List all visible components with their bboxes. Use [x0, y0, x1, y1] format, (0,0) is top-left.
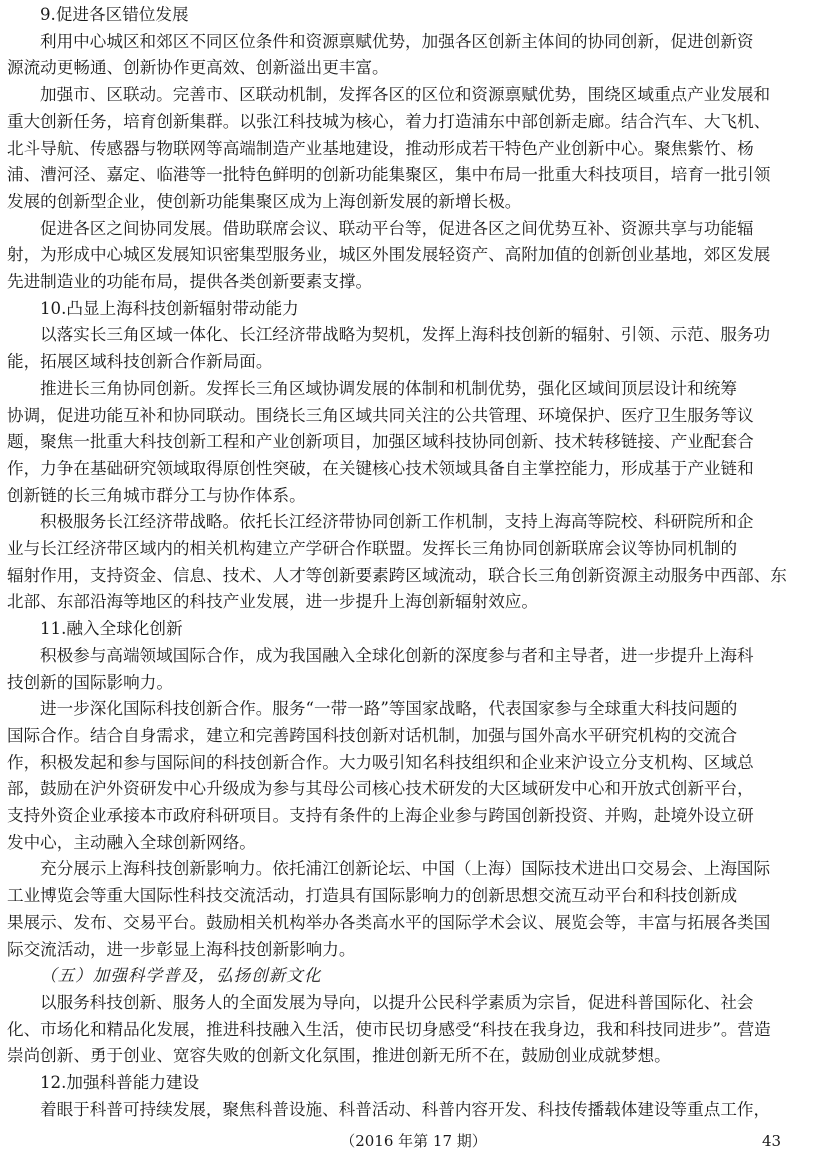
paragraph-line: 能，拓展区域科技创新合作新局面。 [7, 352, 273, 372]
paragraph-line: 化、市场化和精品化发展，推进科技融入生活，使市民切身感受“科技在我身边，我和科技同进步”。营造 [7, 1019, 771, 1039]
paragraph-line: 支持外资企业承接本市政府科研项目。支持有条件的上海企业参与跨国创新投资、并购，赴境外设立研 [7, 806, 754, 825]
paragraph-line: 发中心，主动融入全球创新网络。 [7, 832, 256, 852]
paragraph-line: 部，鼓励在沪外资研发中心升级成为参与其母公司核心技术研发的大区域研发中心和开放式创新平台， [7, 779, 754, 799]
paragraph-line: 崇尚创新、勇于创业、宽容失败的创新文化氛围，推进创新无所不在，鼓励创业成就梦想。 [7, 1046, 671, 1066]
section-heading: 10.凸显上海科技创新辐射带动能力 [40, 298, 299, 318]
paragraph-line: 射，为形成中心城区发展知识密集型服务业，城区外围发展轻资产、高附加值的创新创业基地，郊区发展 [7, 245, 771, 265]
paragraph-line: 推进长三角协同创新。发挥长三角区域协调发展的体制和机制优势，强化区域间顶层设计和统筹 [40, 378, 737, 398]
section-heading: 11.融入全球化创新 [40, 619, 183, 639]
paragraph-line: 进一步深化国际科技创新合作。服务“一带一路”等国家战略，代表国家参与全球重大科技问题的 [40, 699, 738, 719]
paragraph-line: 加强市、区联动。完善市、区联动机制，发挥各区的区位和资源禀赋优势，围绕区域重点产业发展和 [40, 85, 771, 105]
paragraph-line: 积极参与高端领域国际合作，成为我国融入全球化创新的深度参与者和主导者，进一步提升上海科 [40, 645, 754, 665]
section-heading: 9.促进各区错位发展 [40, 5, 189, 24]
paragraph-line: 以落实长三角区域一体化、长江经济带战略为契机，发挥上海科技创新的辐射、引领、示范、服务功 [40, 325, 771, 345]
paragraph-line: 际交流活动，进一步彰显上海科技创新影响力。 [7, 939, 356, 959]
chapter-subheading: （五）加强科学普及，弘扬创新文化 [40, 966, 322, 986]
paragraph-line: 源流动更畅通、创新协作更高效、创新溢出更丰富。 [7, 58, 389, 78]
paragraph-line: 果展示、发布、交易平台。鼓励相关机构举办各类高水平的国际学术会议、展览会等，丰富与拓展各类国 [7, 912, 771, 932]
section-heading: 12.加强科普能力建设 [40, 1073, 200, 1092]
paragraph-line: 国际合作。结合自身需求，建立和完善跨国科技创新对话机制，加强与国外高水平研究机构的交流合 [7, 725, 738, 745]
paragraph-line: 工业博览会等重大国际性科技交流活动，打造具有国际影响力的创新思想交流互动平台和科技创新成 [7, 886, 738, 906]
paragraph-line: 北斗导航、传感器与物联网等高端制造产业基地建设，推动形成若干特色产业创新中心。聚焦紫竹、杨 [7, 138, 754, 158]
footer-page-number: 43 [762, 1132, 782, 1150]
paragraph-line: 创新链的长三角城市群分工与协作体系。 [7, 485, 306, 505]
paragraph-line: 重大创新任务，培育创新集群。以张江科技城为核心，着力打造浦东中部创新走廊。结合汽车、大飞机、 [7, 111, 771, 131]
paragraph-line: 技创新的国际影响力。 [7, 672, 173, 692]
paragraph-line: 以服务科技创新、服务人的全面发展为导向，以提升公民科学素质为宗旨，促进科普国际化、社会 [40, 992, 754, 1012]
paragraph-line: 利用中心城区和郊区不同区位条件和资源禀赋优势，加强各区创新主体间的协同创新，促进创新资 [40, 31, 754, 51]
paragraph-line: 业与长江经济带区域内的相关机构建立产学研合作联盟。发挥长三角协同创新联席会议等协同机制的 [7, 539, 738, 558]
paragraph-line: 北部、东部沿海等地区的科技产业发展，进一步提升上海创新辐射效应。 [7, 592, 538, 612]
footer-issue-label: （2016 年第 17 期） [340, 1132, 487, 1150]
paragraph-line: 浦、漕河泾、嘉定、临港等一批特色鲜明的创新功能集聚区，集中布局一批重大科技项目，培育一批引领 [7, 165, 771, 185]
paragraph-line: 充分展示上海科技创新影响力。依托浦江创新论坛、中国（上海）国际技术进出口交易会、上海国际 [40, 859, 771, 879]
paragraph-line: 积极服务长江经济带战略。依托长江经济带协同创新工作机制，支持上海高等院校、科研院所和企 [40, 512, 754, 532]
paragraph-line: 作，积极发起和参与国际间的科技创新合作。大力吸引知名科技组织和企业来沪设立分支机构、区域总 [7, 752, 754, 772]
paragraph-line: 协调，促进功能互补和协同联动。围绕长三角区域共同关注的公共管理、环境保护、医疗卫生服务等议 [7, 405, 754, 425]
paragraph-line: 题，聚焦一批重大科技创新工程和产业创新项目，加强区域科技协同创新、技术转移链接、产业配套合 [7, 432, 754, 452]
paragraph-line: 发展的创新型企业，使创新功能集聚区成为上海创新发展的新增长极。 [7, 191, 522, 211]
paragraph-line: 辐射作用，支持资金、信息、技术、人才等创新要素跨区域流动，联合长三角创新资源主动服务中西部、东 [7, 565, 787, 585]
paragraph-line: 着眼于科普可持续发展，聚焦科普设施、科普活动、科普内容开发、科技传播载体建设等重点工作， [40, 1099, 771, 1119]
paragraph-line: 促进各区之间协同发展。借助联席会议、联动平台等，促进各区之间优势互补、资源共享与功能辐 [40, 218, 754, 238]
paragraph-line: 作，力争在基础研究领域取得原创性突破，在关键核心技术领域具备自主掌控能力，形成基于产业链和 [7, 458, 754, 478]
paragraph-line: 先进制造业的功能布局，提供各类创新要素支撑。 [7, 272, 373, 291]
